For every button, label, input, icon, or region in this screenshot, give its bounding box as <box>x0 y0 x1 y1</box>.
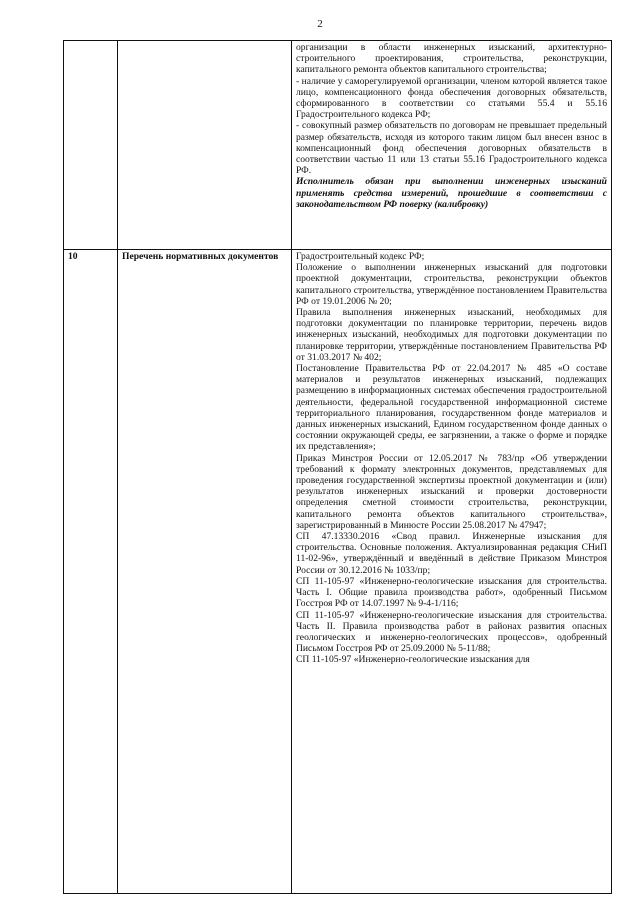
paragraph: Положение о выполнении инженерных изысканий для подготовки проектной документации, строительства, реконструкции объектов капитального строительства, утверждённое постановлением Правительства РФ от 19.01.2006 № 20; <box>296 262 607 307</box>
paragraph: СП 11-105-97 «Инженерно-геологические изыскания для строительства. Часть I. Общие правила производства работ», одобренный Письмом Госстроя РФ от 14.07.1997 № 9-4-1/116; <box>296 575 607 610</box>
table-row <box>64 250 612 894</box>
row-content <box>292 41 612 250</box>
paragraph: СП 47.13330.2016 «Свод правил. Инженерные изыскания для строительства. Основные положения. Актуализированная редакция СНиП 11-02-96», утверждённый и введённый в действие Приказом Минстроя России от 30.12.2016 № 1033/пр; <box>296 531 607 576</box>
row-number: 10 <box>64 250 118 894</box>
paragraph: Приказ Минстроя России от 12.05.2017 № 783/пр «Об утверждении требований к формату электронных документов, представляемых для проведения государственной экспертизы проектной документации и (или) результатов инженерных изысканий и проверки достоверности определения сметной стоимости строительства, реконструкции, капитального ремонта объектов капитального строительства», зарегистрированный в Минюсте России 25.08.2017 № 47947; <box>296 452 607 531</box>
paragraph: Градостроительный кодекс РФ; <box>296 251 425 262</box>
row-title: Перечень нормативных документов <box>118 250 292 894</box>
page-number: 2 <box>317 18 323 30</box>
paragraph: СП 11-105-97 «Инженерно-геологические изыскания для <box>296 654 530 666</box>
row-content <box>292 250 612 894</box>
row-number <box>64 41 118 250</box>
paragraph: СП 11-105-97 «Инженерно-геологические изыскания для строительства. Часть II. Правила производства работ в районах развития опасных геологических и инженерно-геологических процессов», одобренный Письмом Госстроя РФ от 25.09.2000 № 5-11/88; <box>296 609 607 655</box>
paragraph: организации в области инженерных изысканий, архитектурно-строительного проектирования, строительства, реконструкции, капитального ремонта объектов капитального строительства; <box>296 42 607 76</box>
paragraph: - наличие у саморегулируемой организации, членом которой является такое лицо, компенсационного фонда обеспечения договорных обязательств, сформированного в соответствии со статьями 55.4 и 55.16 Градостроительного кодекса РФ; <box>296 75 607 121</box>
table-row <box>64 41 612 250</box>
emphasis-paragraph: Исполнитель обязан при выполнении инженерных изысканий применять средства измерений, прошедшие в соответствии с законодательством РФ поверку (калибровку) <box>296 176 607 210</box>
paragraph: Постановление Правительства РФ от 22.04.2017 № 485 «О составе материалов и результатов инженерных изысканий, подлежащих размещению в информационных системах обеспечения градостроительной деятельности, федеральной государственной информационной системе территориального планирования, государственном фонде материалов и данных инженерных изысканий, Едином государственном фонде данных о состоянии окружающей среды, ее загрязнении, а также о форме и порядке их представления»; <box>296 363 607 453</box>
row-title <box>118 41 292 250</box>
paragraph: - совокупный размер обязательств по договорам не превышает предельный размер обязательств, исходя из которого таким лицом был внесен взнос в компенсационный фонд обеспечения договорных обязательств в соответствии частью 11 или 13 статьи 55.16 Градостроительного кодекса РФ. <box>296 120 607 177</box>
requirements-table <box>63 40 612 894</box>
paragraph: Правила выполнения инженерных изысканий, необходимых для подготовки документации по планировке территории, перечень видов инженерных изысканий, необходимых для подготовки документации по планировке территории, утверждённые постановлением Правительства РФ от 31.03.2017 № 402; <box>296 307 607 363</box>
